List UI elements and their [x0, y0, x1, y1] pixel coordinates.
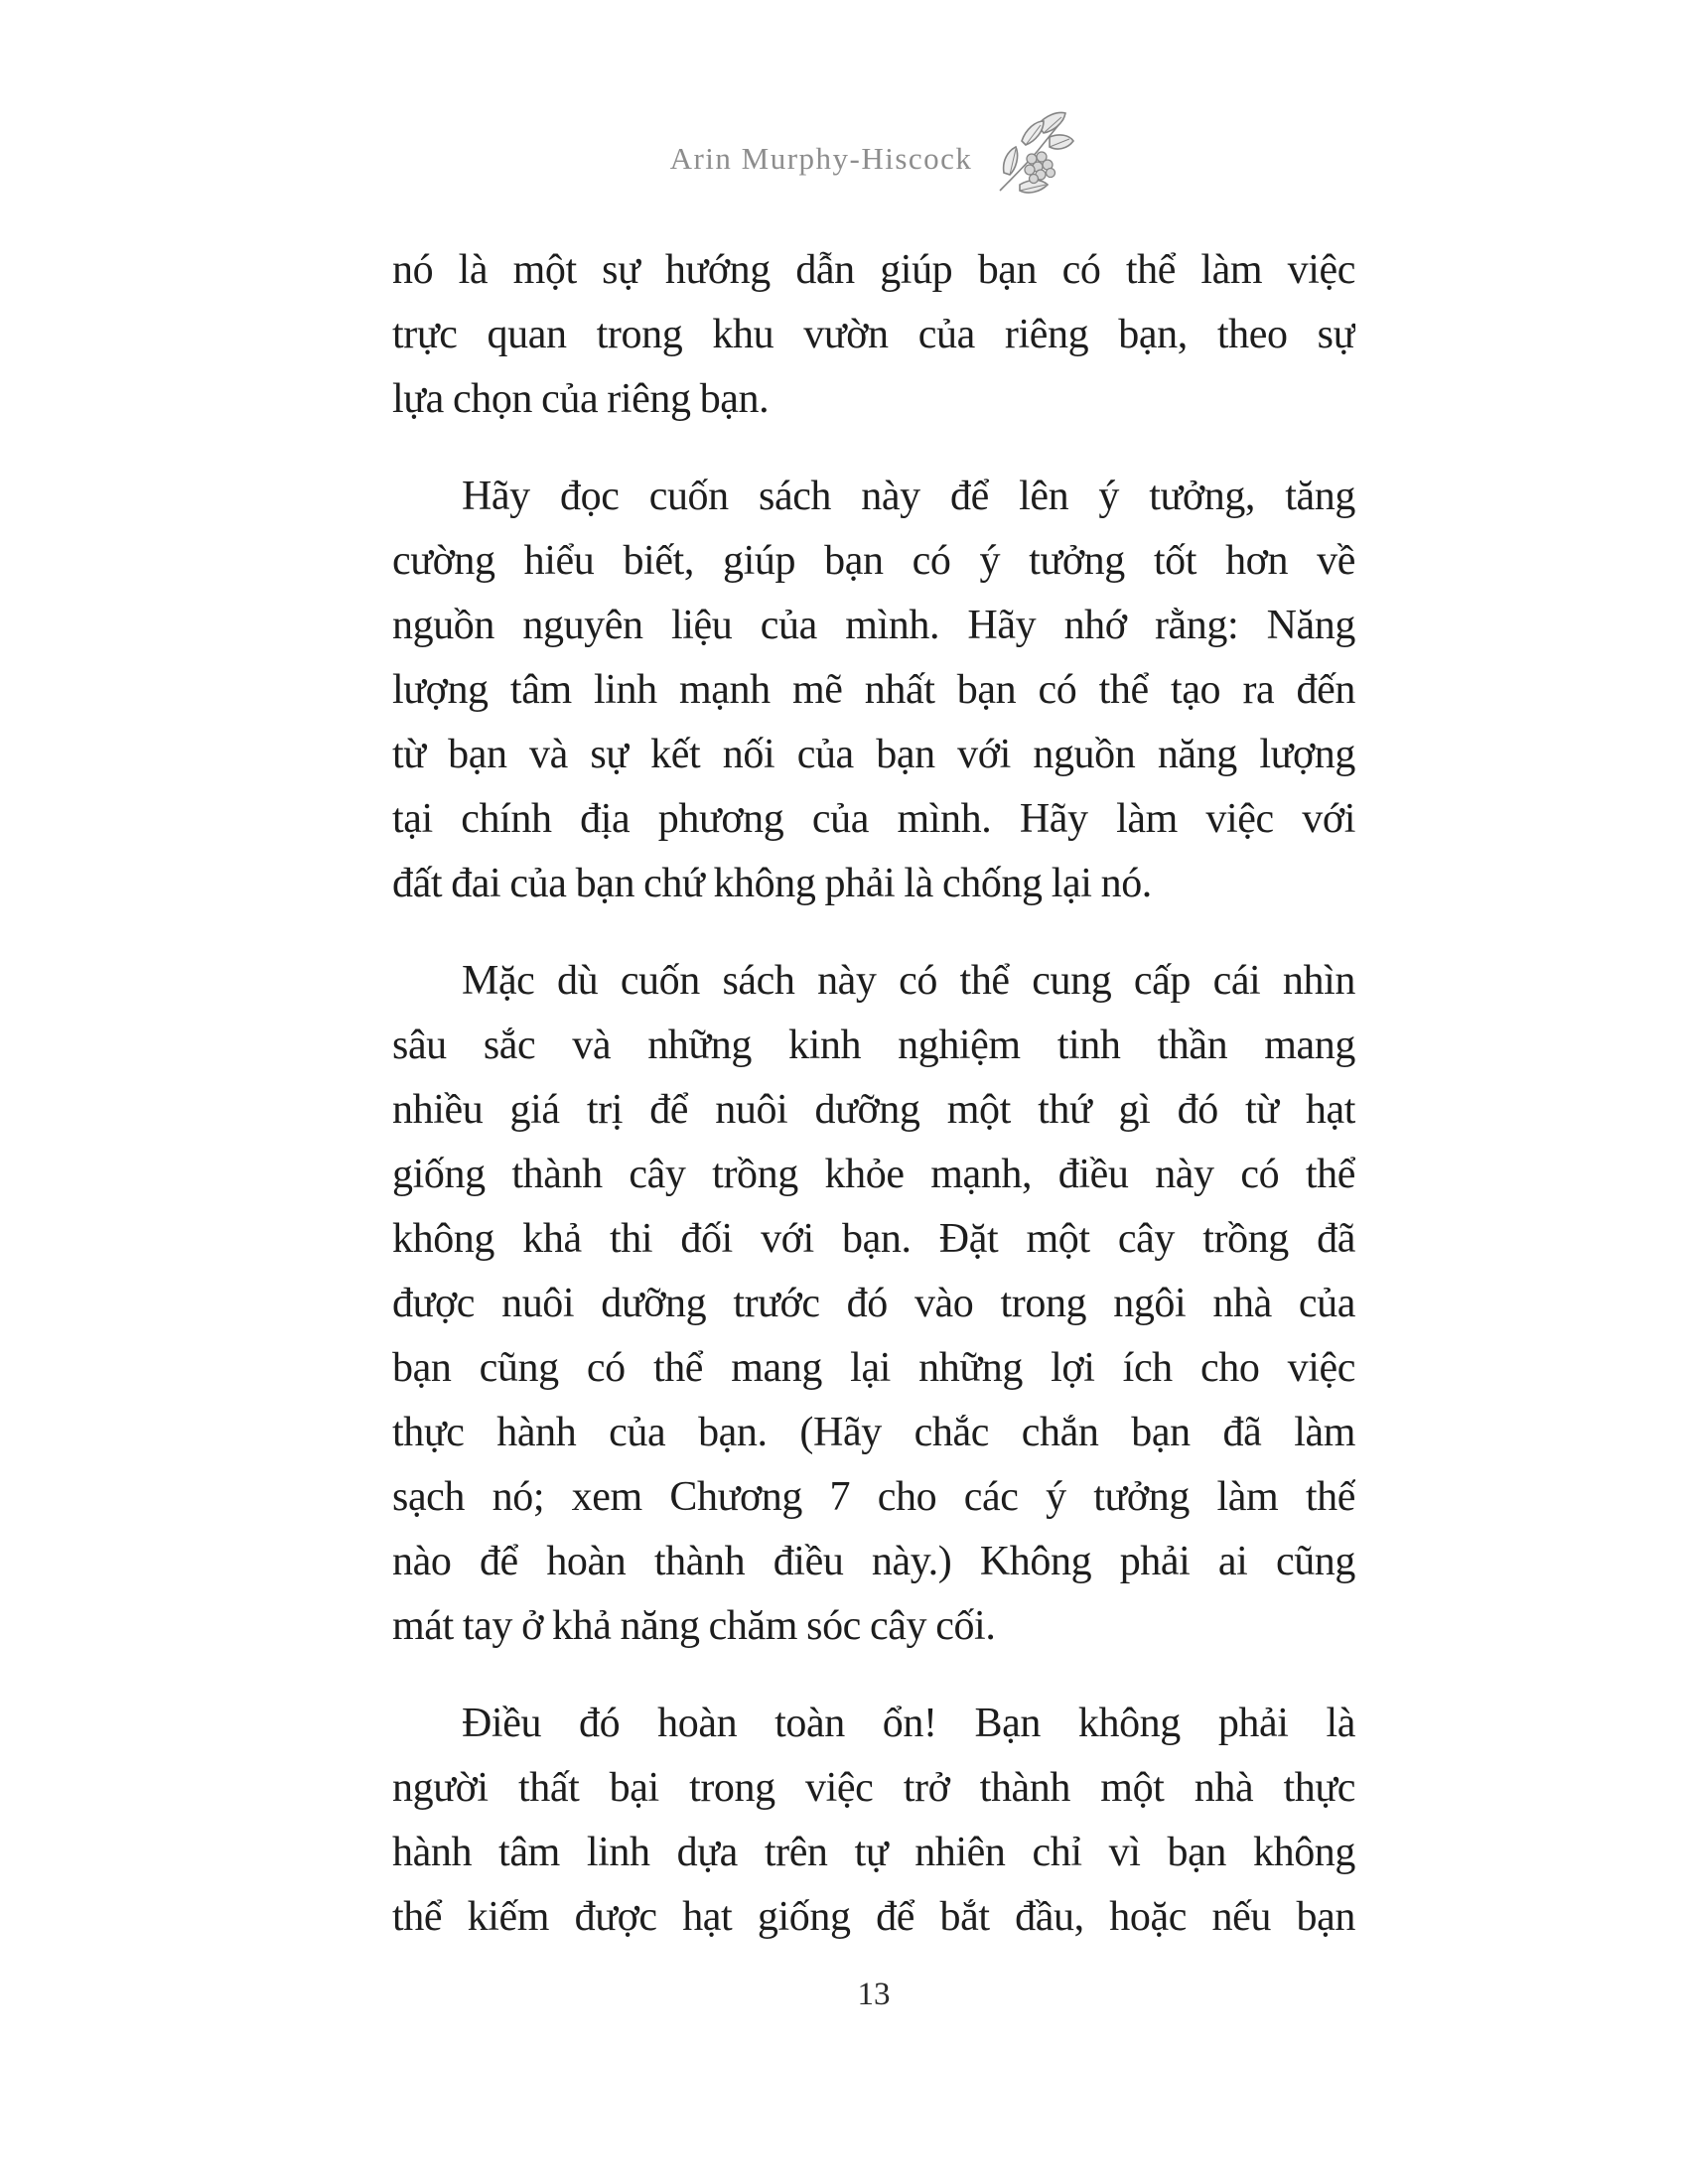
paragraph	[392, 1692, 1355, 1950]
text-line: sâu sắc và những kinh nghiệm tinh thần mang	[392, 1023, 1355, 1068]
text-line: tại chính địa phương của mình. Hãy làm việc với	[392, 796, 1355, 842]
text-line: Điều đó hoàn toàn ổn! Bạn không phải là	[462, 1701, 1355, 1746]
text-line: từ bạn và sự kết nối của bạn với nguồn năng lượng	[392, 732, 1355, 777]
text-line: lựa chọn của riêng bạn.	[392, 376, 770, 422]
text-line: cường hiểu biết, giúp bạn có ý tưởng tốt hơn về	[392, 538, 1355, 584]
berry-branch-illustration	[986, 107, 1077, 204]
text-line: thực hành của bạn. (Hãy chắc chắn bạn đã làm	[392, 1410, 1355, 1455]
page-header	[392, 111, 1355, 205]
text-line: trực quan trong khu vườn của riêng bạn, theo sự	[392, 312, 1355, 357]
paragraph	[392, 949, 1355, 1659]
text-line: nào để hoàn thành điều này.) Không phải ai cũng	[392, 1539, 1355, 1584]
paragraph	[392, 465, 1355, 916]
text-line: nguồn nguyên liệu của mình. Hãy nhớ rằng: Năng	[392, 603, 1355, 648]
text-line: nhiều giá trị để nuôi dưỡng một thứ gì đó từ hạt	[392, 1087, 1355, 1133]
text-line: nó là một sự hướng dẫn giúp bạn có thể làm việc	[392, 247, 1355, 293]
text-line: Mặc dù cuốn sách này có thể cung cấp cái nhìn	[462, 958, 1355, 1004]
text-line: lượng tâm linh mạnh mẽ nhất bạn có thể tạo ra đến	[392, 667, 1355, 713]
paragraph	[392, 238, 1355, 432]
author-name: Arin Murphy-Hiscock	[669, 140, 973, 176]
text-line: sạch nó; xem Chương 7 cho các ý tưởng làm thế	[392, 1474, 1355, 1520]
text-line: không khả thi đối với bạn. Đặt một cây trồng đã	[392, 1216, 1355, 1262]
text-line: người thất bại trong việc trở thành một nhà thực	[392, 1765, 1355, 1811]
text-line: giống thành cây trồng khỏe mạnh, điều này có thể	[392, 1152, 1355, 1197]
text-line: Hãy đọc cuốn sách này để lên ý tưởng, tăng	[462, 474, 1355, 519]
page-number: 13	[857, 1977, 891, 2012]
text-line: bạn cũng có thể mang lại những lợi ích cho việc	[392, 1345, 1355, 1391]
body-text	[392, 238, 1355, 1982]
text-line: thể kiếm được hạt giống để bắt đầu, hoặc nếu bạn	[392, 1894, 1355, 1940]
text-line: được nuôi dưỡng trước đó vào trong ngôi nhà của	[392, 1281, 1355, 1326]
text-line: đất đai của bạn chứ không phải là chống lại nó.	[392, 861, 1152, 906]
text-line: mát tay ở khả năng chăm sóc cây cối.	[392, 1603, 996, 1649]
text-line: hành tâm linh dựa trên tự nhiên chỉ vì bạn không	[392, 1830, 1355, 1875]
